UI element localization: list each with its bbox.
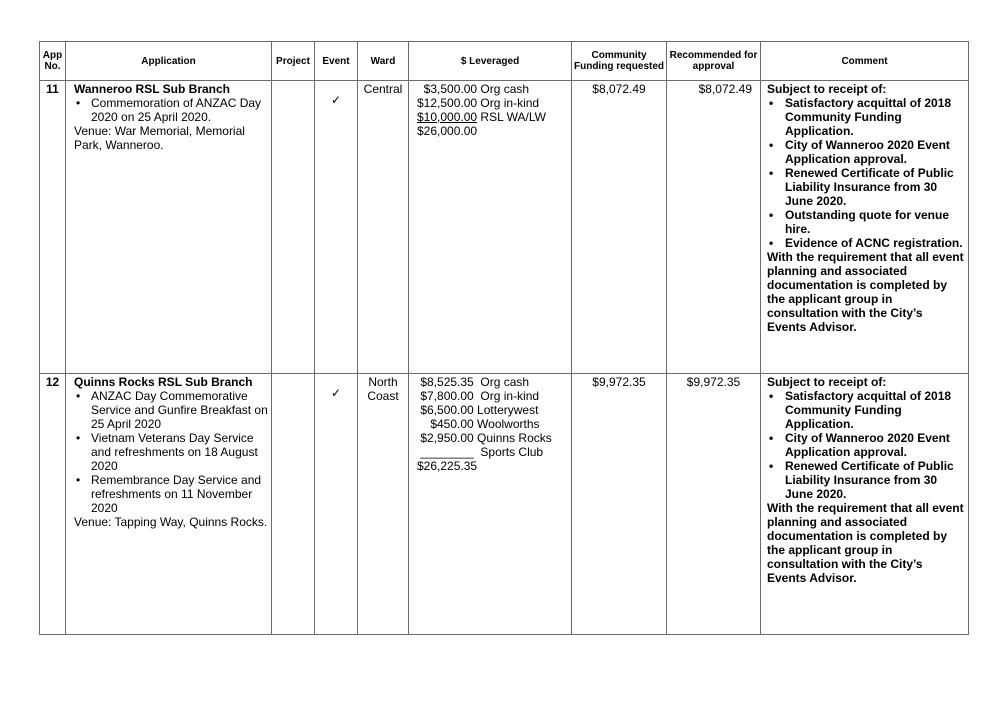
- comment-cell: [761, 374, 969, 635]
- organisation-name: Wanneroo RSL Sub Branch: [74, 82, 231, 96]
- app-number: 11: [40, 81, 66, 374]
- header-recommended: Recommended for approval: [667, 42, 761, 81]
- community-funding-cell: $9,972.35: [572, 374, 667, 635]
- header-event: Event: [315, 42, 358, 81]
- application-items: [74, 389, 269, 515]
- bullet-icon: •: [76, 473, 81, 487]
- comment-cell: [761, 81, 969, 374]
- comment-intro: Subject to receipt of:: [767, 375, 887, 389]
- table-row: [40, 374, 969, 635]
- bullet-icon: •: [769, 389, 774, 403]
- list-item: • Renewed Certificate of Public Liability Insurance from 30 June 2020.: [769, 459, 954, 501]
- header-application: Application: [66, 42, 272, 81]
- list-item: • Commemoration of ANZAC Day 2020 on 25 April 2020.: [76, 96, 262, 124]
- application-items: [74, 96, 269, 124]
- list-item: • Outstanding quote for venue hire.: [769, 208, 949, 236]
- list-item: • Renewed Certificate of Public Liability Insurance from 30 June 2020.: [769, 166, 954, 208]
- header-leveraged: $ Leveraged: [409, 42, 572, 81]
- header-project: Project: [272, 42, 315, 81]
- bullet-icon: •: [769, 96, 774, 110]
- comment-outro: With the requirement that all event planning and associated documentation is completed by the applicant group in consultation with the City’s Events Advisor.: [767, 250, 964, 334]
- community-funding-cell: $8,072.49: [572, 81, 667, 374]
- bullet-icon: •: [769, 236, 774, 250]
- project-cell: [272, 374, 315, 635]
- list-item: • Vietnam Veterans Day Service and refreshments on 18 August 2020: [76, 431, 258, 473]
- header-app-no: App No.: [40, 42, 66, 81]
- recommended-cell: $8,072.49: [667, 81, 761, 374]
- header-comment: Comment: [761, 42, 969, 81]
- list-item: • City of Wanneroo 2020 Event Application approval.: [769, 431, 950, 459]
- bullet-icon: •: [769, 459, 774, 473]
- venue-text: Venue: War Memorial, Memorial Park, Wanneroo.: [74, 124, 245, 152]
- event-tick-icon: ✓: [315, 374, 358, 635]
- header-row: [40, 42, 969, 81]
- comment-outro: With the requirement that all event planning and associated documentation is completed by the applicant group in consultation with the City’s Events Advisor.: [767, 501, 964, 585]
- list-item: • City of Wanneroo 2020 Event Application approval.: [769, 138, 950, 166]
- organisation-name: Quinns Rocks RSL Sub Branch: [74, 375, 253, 389]
- bullet-icon: •: [769, 166, 774, 180]
- comment-items: [767, 389, 964, 501]
- project-cell: [272, 81, 315, 374]
- list-item: • ANZAC Day Commemorative Service and Gunfire Breakfast on 25 April 2020: [76, 389, 268, 431]
- list-item: • Satisfactory acquittal of 2018 Community Funding Application.: [769, 389, 952, 431]
- table-row: [40, 81, 969, 374]
- ward-cell: Central: [358, 81, 409, 374]
- comment-intro: Subject to receipt of:: [767, 82, 887, 96]
- application-cell: [66, 374, 272, 635]
- leveraged-cell: $8,525.35 Org cash $7,800.00 Org in-kind $6,500.00 Lotterywest $450.00 Woolworths $2,950.00 Quinns Rocks ________ Sports Club $26,225.35: [409, 374, 572, 635]
- application-cell: [66, 81, 272, 374]
- venue-text: Venue: Tapping Way, Quinns Rocks.: [74, 515, 268, 529]
- recommended-cell: $9,972.35: [667, 374, 761, 635]
- header-community-funding: Community Funding requested: [572, 42, 667, 81]
- list-item: • Evidence of ACNC registration.: [769, 236, 963, 250]
- comment-items: [767, 96, 964, 250]
- bullet-icon: •: [769, 208, 774, 222]
- bullet-icon: •: [76, 431, 81, 445]
- list-item: • Remembrance Day Service and refreshments on 11 November 2020: [76, 473, 262, 515]
- bullet-icon: •: [76, 96, 81, 110]
- list-item: • Satisfactory acquittal of 2018 Community Funding Application.: [769, 96, 952, 138]
- bullet-icon: •: [769, 138, 774, 152]
- funding-table: [39, 41, 969, 635]
- event-tick-icon: ✓: [315, 81, 358, 374]
- leveraged-cell: $3,500.00 Org cash $12,500.00 Org in-kind $10,000.00 RSL WA/LW $26,000.00: [409, 81, 572, 374]
- ward-cell: North Coast: [358, 374, 409, 635]
- bullet-icon: •: [769, 431, 774, 445]
- header-ward: Ward: [358, 42, 409, 81]
- app-number: 12: [40, 374, 66, 635]
- bullet-icon: •: [76, 389, 81, 403]
